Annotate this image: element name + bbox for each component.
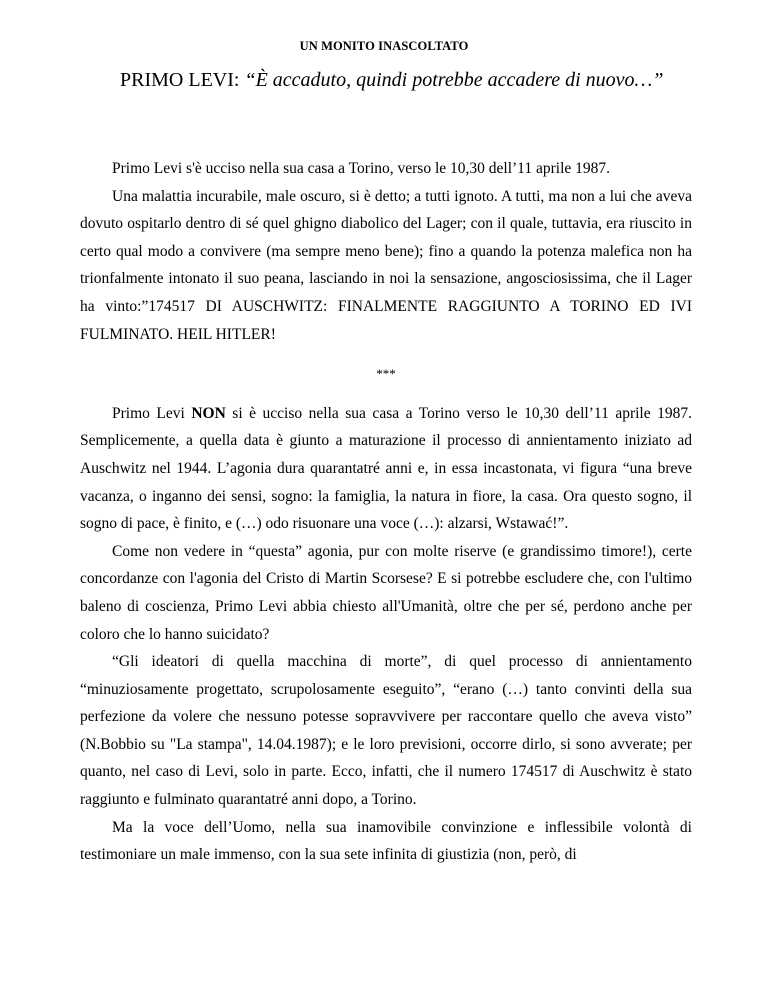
paragraph-3	[80, 400, 692, 538]
document-headline	[120, 69, 740, 92]
headline-quote: “È accaduto, quindi potrebbe accadere di nuovo…”	[244, 69, 664, 91]
section-separator: ***	[376, 366, 396, 382]
document-body	[80, 155, 692, 869]
headline-name: PRIMO LEVI:	[120, 69, 240, 91]
paragraph-3-emphasis: NON	[191, 404, 226, 422]
paragraph-6: Ma la voce dell’Uomo, nella sua inamovibile convinzione e inflessibile volontà di testimoniare un male immenso, con la sua sete infinita di giustizia (non, però, di	[80, 818, 692, 864]
paragraph-5: “Gli ideatori di quella macchina di morte”, di quel processo di annientamento “minuziosamente progettato, scrupolosamente eseguito”, “erano (…) tanto convinti della sua perfezione da volere che nessuno potesse sopravvivere per raccontare quello che aveva visto” (N.Bobbio su "La stampa", 14.04.1987); e le loro previsioni, occorre dirlo, si sono avverate; per quanto, nel caso di Levi, solo in parte. Ecco, infatti, che il numero 174517 di Auschwitz è stato raggiunto e fulminato quarantatré anni dopo, a Torino.	[80, 653, 692, 809]
paragraph-1: Primo Levi s'è ucciso nella sua casa a Torino, verso le 10,30 dell’11 aprile 1987.	[112, 160, 611, 177]
document-kicker: UN MONITO INASCOLTATO	[299, 39, 469, 53]
paragraph-3-start: Primo Levi	[112, 404, 185, 422]
paragraph-2: Una malattia incurabile, male oscuro, si è detto; a tutti ignoto. A tutti, ma non a lui che aveva dovuto ospitarlo dentro di sé quel ghigno diabolico del Lager; con il quale, tuttavia, era riuscito in certo qual modo a convivere (ma sempre meno bene); fino a quando la potenza malefica non ha trionfalmente intonato il suo peana, lasciando in noi la sensazione, angosciosissima, che il Lager ha vinto:”174517 DI AUSCHWITZ: FINALMENTE RAGGIUNTO A TORINO ED IVI FULMINATO. HEIL HITLER!	[80, 187, 692, 343]
paragraph-3-rest: si è ucciso nella sua casa a Torino verso le 10,30 dell’11 aprile 1987. Semplicemente, a quella data è giunto a maturazione il processo di annientamento iniziato ad Auschwitz nel 1944. L’agonia dura quarantatré anni e, in essa incastonata, vi figura “una breve vacanza, o inganno dei sensi, sogno: la famiglia, la natura in fiore, la casa. Ora questo sogno, il sogno di pace, è finito, e (…) odo risuonare una voce (…): alzarsi, Wstawać!”.	[80, 404, 692, 533]
paragraph-4: Come non vedere in “questa” agonia, pur con molte riserve (e grandissimo timore!), certe concordanze con l'agonia del Cristo di Martin Scorsese? E si potrebbe escludere che, con l'ultimo baleno di coscienza, Primo Levi abbia chiesto all'Umanità, oltre che per sé, perdono anche per coloro che lo hanno suicidato?	[80, 542, 692, 643]
